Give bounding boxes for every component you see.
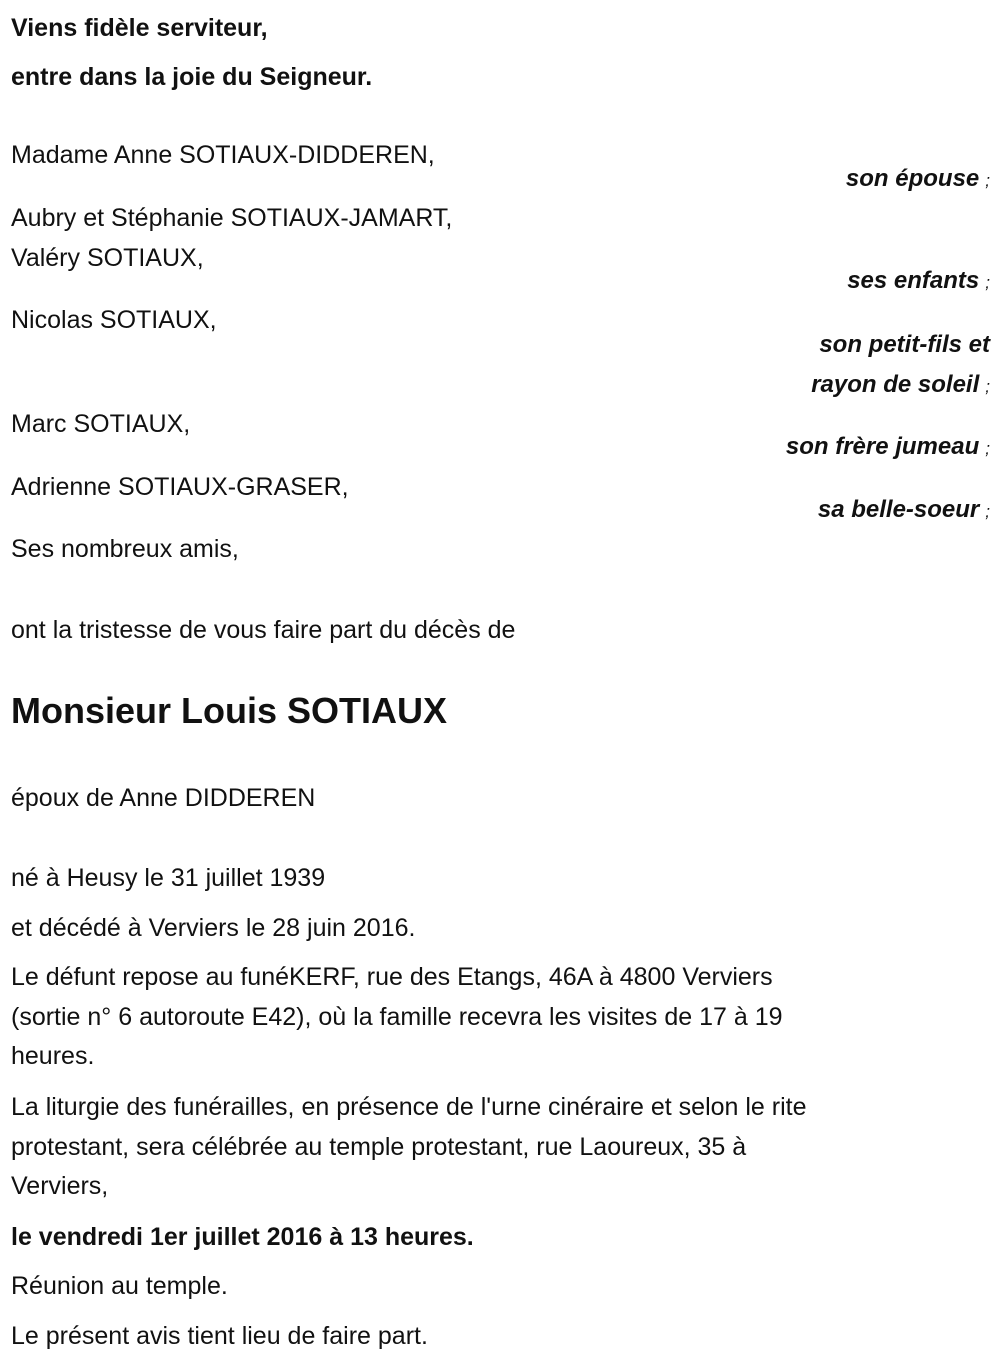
reunion-line: Réunion au temple. <box>11 1272 228 1300</box>
relation-label: ses enfants ; <box>847 267 990 294</box>
repose-line: Le défunt repose au funéKERF, rue des Etangs, 46A à 4800 Verviers <box>11 963 773 991</box>
announcement: ont la tristesse de vous faire part du décès de <box>11 616 516 644</box>
liturgy-line: Verviers, <box>11 1172 109 1200</box>
relation-label: rayon de soleil ; <box>811 371 990 398</box>
family-name: Madame Anne SOTIAUX-DIDDEREN, <box>11 141 435 169</box>
deceased-name: Monsieur Louis SOTIAUX <box>11 690 448 731</box>
relation-label: son frère jumeau ; <box>785 433 990 460</box>
liturgy-line: La liturgie des funérailles, en présence de l'urne cinéraire et selon le rite <box>11 1093 807 1121</box>
repose-line: heures. <box>11 1042 95 1070</box>
repose-line: (sortie n° 6 autoroute E42), où la famille recevra les visites de 17 à 19 <box>11 1003 783 1031</box>
liturgy-line: protestant, sera célébrée au temple protestant, rue Laoureux, 35 à <box>11 1133 747 1161</box>
verse-line-2: entre dans la joie du Seigneur. <box>11 63 373 91</box>
birth-line: né à Heusy le 31 juillet 1939 <box>11 864 326 892</box>
relation-label: sa belle-soeur ; <box>817 496 990 523</box>
spouse-line: époux de Anne DIDDEREN <box>11 784 316 812</box>
relation-label: son épouse ; <box>845 165 990 192</box>
ceremony-date: le vendredi 1er juillet 2016 à 13 heures. <box>11 1223 474 1251</box>
family-name: Nicolas SOTIAUX, <box>11 306 217 334</box>
verse-line-1: Viens fidèle serviteur, <box>11 14 268 42</box>
family-name: Valéry SOTIAUX, <box>11 244 204 272</box>
friends-line: Ses nombreux amis, <box>11 535 239 563</box>
death-line: et décédé à Verviers le 28 juin 2016. <box>11 914 416 942</box>
closing-line: Le présent avis tient lieu de faire part. <box>11 1322 428 1350</box>
family-name: Marc SOTIAUX, <box>11 410 191 438</box>
family-name: Adrienne SOTIAUX-GRASER, <box>11 473 349 501</box>
family-name: Aubry et Stéphanie SOTIAUX-JAMART, <box>11 204 453 232</box>
relation-label: son petit-fils et <box>819 331 990 358</box>
